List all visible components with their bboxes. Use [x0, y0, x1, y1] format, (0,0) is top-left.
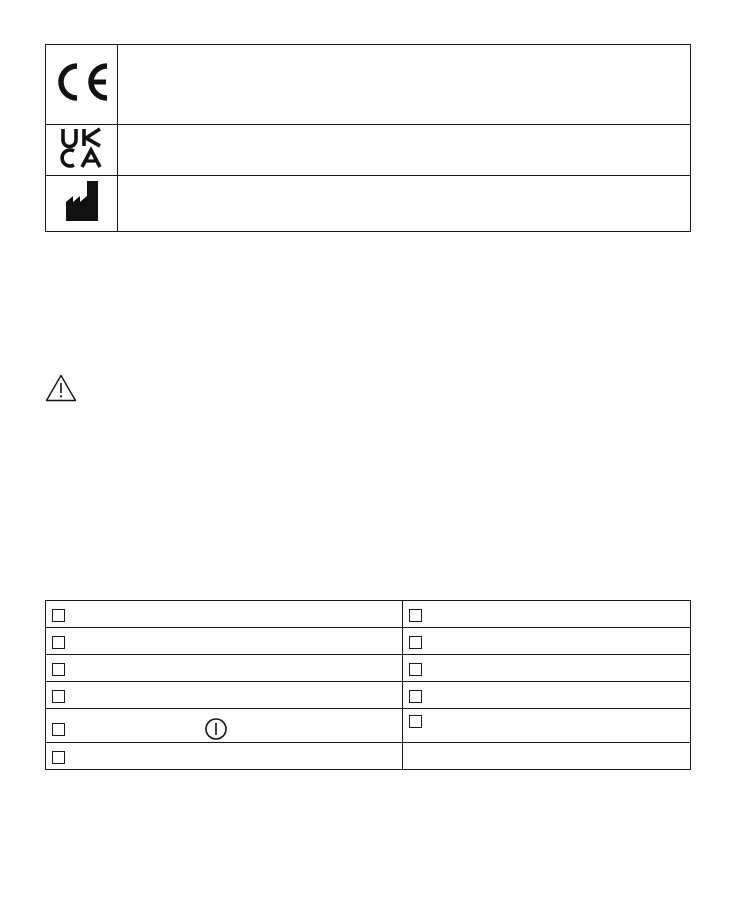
checklist-cell [46, 743, 403, 770]
checklist-row [46, 655, 691, 682]
symbol-icon-cell [46, 45, 118, 125]
checkbox[interactable] [52, 636, 65, 649]
checklist-row [46, 682, 691, 709]
checklist-cell [46, 655, 403, 682]
checklist-row [46, 601, 691, 628]
checkbox[interactable] [52, 751, 65, 764]
checklist-cell [403, 655, 691, 682]
symbol-icon-cell [46, 125, 118, 176]
symbol-description [118, 125, 691, 176]
warning-triangle-icon [45, 374, 77, 402]
checklist-cell-empty [403, 743, 691, 770]
symbol-description [118, 45, 691, 125]
checklist-cell [46, 628, 403, 655]
checkbox[interactable] [409, 636, 422, 649]
checkbox[interactable] [409, 690, 422, 703]
checklist-cell [403, 601, 691, 628]
checklist-table [45, 600, 691, 770]
checkbox[interactable] [52, 609, 65, 622]
checklist-row [46, 743, 691, 770]
checklist-cell [403, 628, 691, 655]
ce-mark-icon [53, 60, 111, 104]
ukca-mark-icon [60, 127, 104, 169]
checkbox[interactable] [409, 715, 422, 728]
symbol-row-manufacturer [46, 176, 691, 232]
checklist-cell [403, 709, 691, 743]
checklist-cell [46, 601, 403, 628]
symbol-description [118, 176, 691, 232]
symbol-icon-cell [46, 176, 118, 232]
checkbox[interactable] [52, 723, 65, 736]
symbol-row-ce [46, 45, 691, 125]
symbol-row-ukca [46, 125, 691, 176]
checkbox[interactable] [52, 663, 65, 676]
checkbox[interactable] [409, 663, 422, 676]
checklist-row [46, 709, 691, 743]
checklist-row [46, 628, 691, 655]
checkbox[interactable] [409, 609, 422, 622]
manufacturer-icon [65, 180, 99, 222]
symbols-table [45, 44, 691, 232]
checkbox[interactable] [52, 690, 65, 703]
checklist-cell [403, 682, 691, 709]
checklist-cell [46, 682, 403, 709]
power-icon [204, 717, 228, 741]
